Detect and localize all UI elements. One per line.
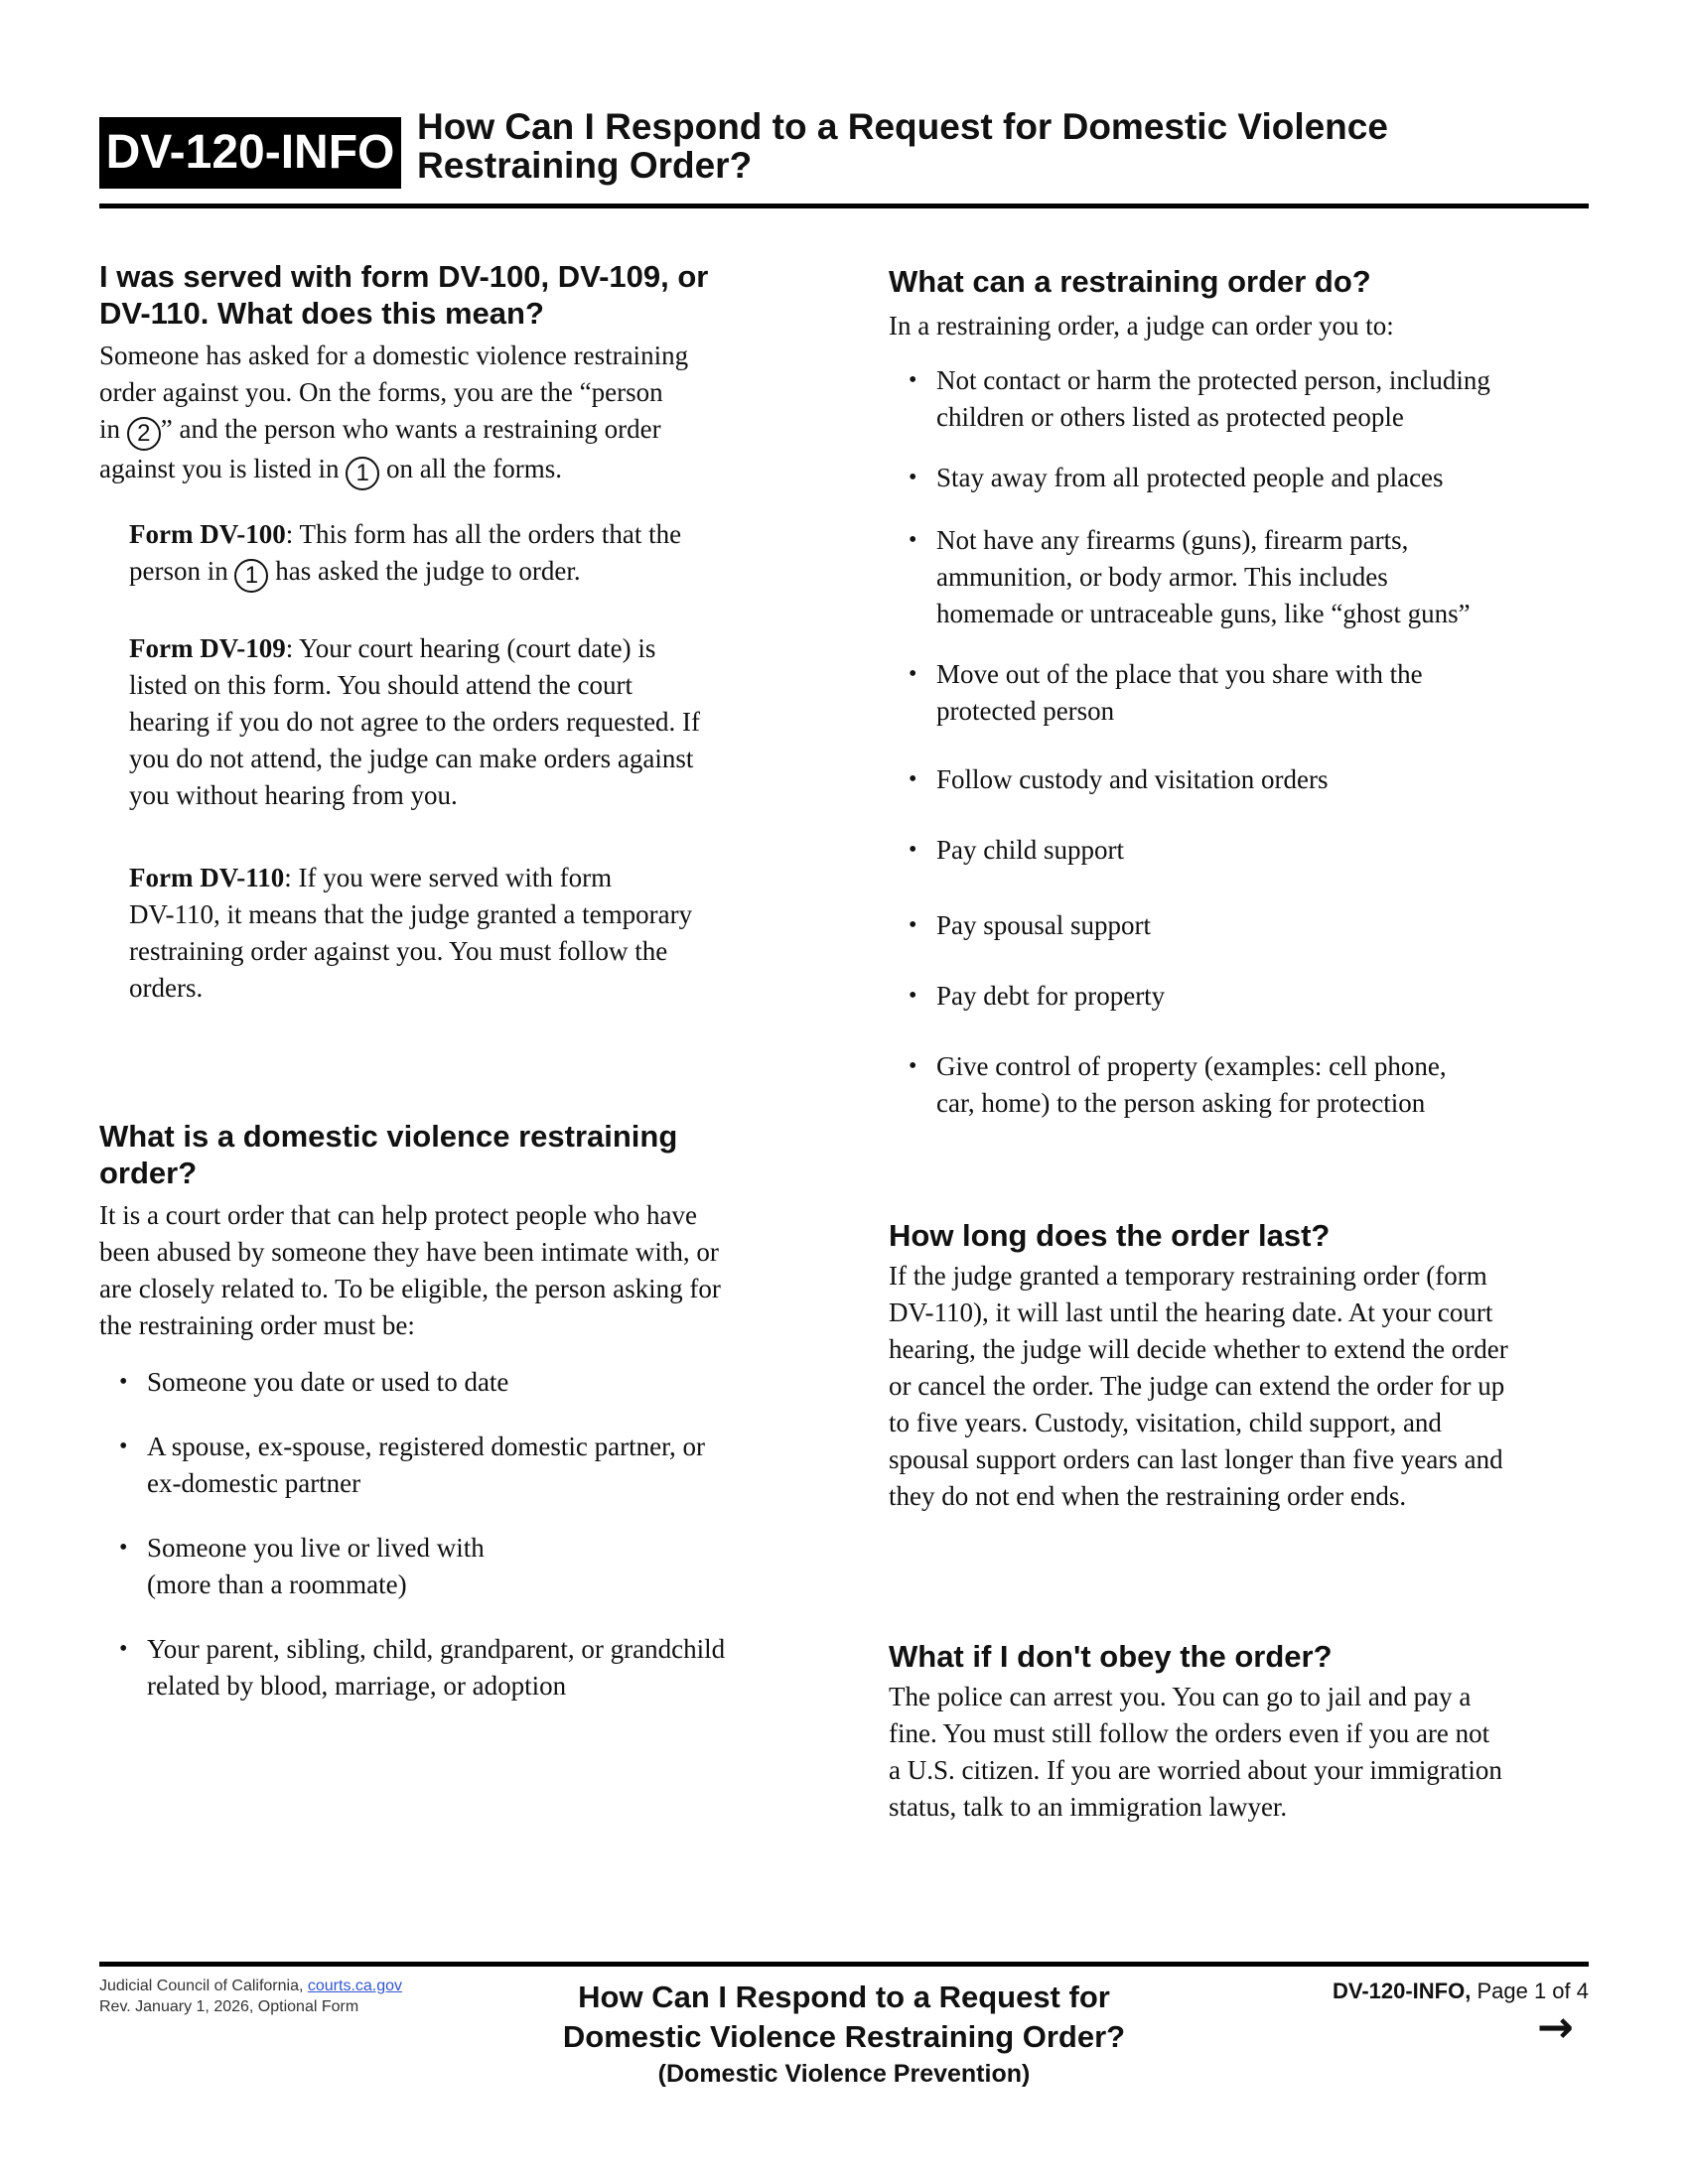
form-title-line: How Can I Respond to a Request for Domestic Violence bbox=[417, 106, 1388, 147]
eligibility-list bbox=[99, 1364, 834, 1705]
list-item bbox=[889, 656, 1604, 730]
bullet-icon: • bbox=[909, 837, 917, 863]
bullet-icon: • bbox=[909, 766, 917, 792]
section-paragraph bbox=[889, 1258, 1604, 1515]
list-item bbox=[889, 522, 1604, 632]
list-item bbox=[889, 460, 1604, 496]
text-line: (more than a roommate) bbox=[147, 1570, 407, 1599]
section-heading bbox=[99, 1118, 834, 1191]
revision-date: Rev. January 1, 2026, Optional Form bbox=[99, 1998, 359, 2015]
page-indicator bbox=[1231, 1978, 1589, 2005]
text-line: If the judge granted a temporary restraining order (form bbox=[889, 1261, 1487, 1291]
right-column bbox=[889, 263, 1604, 1826]
section-heading: What can a restraining order do? bbox=[889, 264, 1371, 299]
text-line: DV-110, it means that the judge granted a temporary bbox=[129, 899, 693, 929]
footer-subtitle: (Domestic Violence Prevention) bbox=[657, 2060, 1031, 2088]
text-line: Follow custody and visitation orders bbox=[936, 764, 1329, 794]
footer-title bbox=[496, 1978, 1192, 2057]
text-line: hearing if you do not agree to the orders requested. If bbox=[129, 707, 701, 737]
text-line: you without hearing from you. bbox=[129, 780, 458, 810]
form-dv110-note bbox=[99, 860, 834, 1007]
text-line: orders. bbox=[129, 973, 204, 1003]
text-line: Pay spousal support bbox=[936, 910, 1151, 940]
footer-title-block bbox=[496, 1978, 1192, 2091]
text-line: : This form has all the orders that the bbox=[285, 519, 682, 549]
list-item bbox=[889, 907, 1604, 944]
council-name: Judicial Council of California, bbox=[99, 1978, 308, 1994]
bullet-icon: • bbox=[119, 1433, 128, 1459]
text-line: a U.S. citizen. If you are worried about your immigration bbox=[889, 1755, 1502, 1785]
text-line: fine. You must still follow the orders even if you are not bbox=[889, 1718, 1490, 1748]
bullet-icon: • bbox=[909, 912, 917, 938]
text-line: DV-110), it will last until the hearing date. At your court bbox=[889, 1297, 1493, 1327]
text-line: person in bbox=[129, 556, 235, 586]
text-line: : Your court hearing (court date) is bbox=[285, 633, 656, 663]
text-line: Pay debt for property bbox=[936, 981, 1166, 1011]
text-line: homemade or untraceable guns, like “ghost guns” bbox=[936, 599, 1471, 628]
text-line: The police can arrest you. You can go to jail and pay a bbox=[889, 1682, 1472, 1711]
list-item bbox=[99, 1429, 834, 1502]
section-heading: What if I don't obey the order? bbox=[889, 1639, 1333, 1674]
section-what-is-order bbox=[99, 1118, 834, 1705]
text-line: children or others listed as protected people bbox=[936, 402, 1404, 432]
page-number: Page 1 of 4 bbox=[1471, 1979, 1589, 2003]
courts-link[interactable]: courts.ca.gov bbox=[307, 1978, 403, 1994]
section-how-long bbox=[889, 1217, 1604, 1515]
text-line: protected person bbox=[936, 696, 1115, 726]
text-line: you do not attend, the judge can make orders against bbox=[129, 744, 694, 773]
text-line: It is a court order that can help protect people who have bbox=[99, 1200, 698, 1230]
list-item bbox=[99, 1530, 834, 1603]
list-item bbox=[889, 978, 1604, 1015]
bullet-icon: • bbox=[909, 983, 917, 1009]
header-rule bbox=[99, 204, 1589, 208]
text-line: Not have any firearms (guns), firearm parts, bbox=[936, 525, 1409, 555]
footer-rule bbox=[99, 1962, 1589, 1967]
bullet-icon: • bbox=[119, 1535, 128, 1561]
circled-number-icon: 1 bbox=[234, 559, 268, 593]
form-label: Form DV-110 bbox=[129, 863, 285, 892]
next-page-arrow-icon[interactable]: → bbox=[1537, 2002, 1574, 2053]
text-line: listed on this form. You should attend the court bbox=[129, 670, 633, 700]
list-item bbox=[889, 761, 1604, 798]
text-line: or cancel the order. The judge can extend the order for up bbox=[889, 1371, 1505, 1401]
bullet-icon: • bbox=[909, 367, 917, 393]
section-paragraph bbox=[99, 1197, 834, 1344]
form-dv100-note bbox=[99, 516, 834, 593]
text-line: Someone has asked for a domestic violence restraining bbox=[99, 341, 689, 370]
text-line: : If you were served with form bbox=[284, 863, 613, 892]
section-heading: How long does the order last? bbox=[889, 1218, 1331, 1253]
text-line: Your parent, sibling, child, grandparent, or grandchild bbox=[147, 1634, 726, 1664]
text-line: ex-domestic partner bbox=[147, 1468, 361, 1498]
text-line: A spouse, ex-spouse, registered domestic partner, or bbox=[147, 1432, 706, 1461]
text-line: Someone you date or used to date bbox=[147, 1367, 509, 1397]
text-line: order against you. On the forms, you are the “person bbox=[99, 377, 663, 407]
form-dv109-note bbox=[99, 630, 834, 814]
text-line: they do not end when the restraining order ends. bbox=[889, 1481, 1407, 1511]
text-line: status, talk to an immigration lawyer. bbox=[889, 1792, 1288, 1822]
section-heading bbox=[99, 258, 834, 332]
text-line: ” and the person who wants a restraining order bbox=[160, 414, 661, 444]
text-line: on all the forms. bbox=[379, 454, 562, 483]
bullet-icon: • bbox=[909, 661, 917, 687]
order-list bbox=[889, 362, 1604, 1122]
text-line: the restraining order must be: bbox=[99, 1310, 415, 1340]
list-item bbox=[99, 1364, 834, 1401]
text-line: ammunition, or body armor. This includes bbox=[936, 562, 1388, 592]
text-line: spousal support orders can last longer than five years and bbox=[889, 1444, 1503, 1474]
list-item bbox=[889, 1048, 1604, 1122]
text-line: Give control of property (examples: cell phone, bbox=[936, 1051, 1447, 1081]
section-served bbox=[99, 258, 834, 1007]
form-title bbox=[417, 107, 1589, 185]
bullet-icon: • bbox=[909, 1053, 917, 1079]
text-line: has asked the judge to order. bbox=[268, 556, 581, 586]
footer-title-line: How Can I Respond to a Request for bbox=[578, 1979, 1110, 2014]
heading-line: What is a domestic violence restraining bbox=[99, 1119, 678, 1154]
bullet-icon: • bbox=[119, 1369, 128, 1395]
form-label: Form DV-109 bbox=[129, 633, 286, 663]
circled-number-icon: 1 bbox=[346, 457, 379, 490]
form-title-line: Restraining Order? bbox=[417, 145, 753, 186]
heading-line: order? bbox=[99, 1156, 198, 1190]
list-item bbox=[889, 362, 1604, 436]
text-line: to five years. Custody, visitation, child support, and bbox=[889, 1408, 1442, 1437]
form-label: Form DV-100 bbox=[129, 519, 286, 549]
text-line: Stay away from all protected people and places bbox=[936, 463, 1444, 492]
text-line: related by blood, marriage, or adoption bbox=[147, 1671, 567, 1701]
text-line: in bbox=[99, 414, 127, 444]
bullet-icon: • bbox=[119, 1636, 128, 1662]
bullet-icon: • bbox=[909, 527, 917, 553]
list-item bbox=[889, 832, 1604, 869]
section-paragraph bbox=[889, 1679, 1604, 1826]
left-column bbox=[99, 258, 834, 1705]
text-line: restraining order against you. You must follow the bbox=[129, 936, 668, 966]
section-intro: In a restraining order, a judge can order you to: bbox=[889, 311, 1394, 341]
list-item bbox=[99, 1631, 834, 1705]
text-line: Not contact or harm the protected person, including bbox=[936, 365, 1490, 395]
heading-line: I was served with form DV-100, DV-109, or bbox=[99, 259, 709, 294]
text-line: are closely related to. To be eligible, the person asking for bbox=[99, 1274, 721, 1303]
circled-number-icon: 2 bbox=[127, 417, 161, 451]
heading-line: DV-110. What does this mean? bbox=[99, 296, 544, 331]
text-line: car, home) to the person asking for protection bbox=[936, 1088, 1426, 1118]
bullet-icon: • bbox=[909, 465, 917, 490]
form-id-badge: DV-120-INFO bbox=[99, 117, 401, 189]
text-line: Move out of the place that you share with the bbox=[936, 659, 1423, 689]
text-line: been abused by someone they have been intimate with, or bbox=[99, 1237, 719, 1267]
section-what-can-order-do bbox=[889, 263, 1604, 1122]
footer-title-line: Domestic Violence Restraining Order? bbox=[562, 2019, 1126, 2054]
section-disobey bbox=[889, 1638, 1604, 1826]
text-line: Pay child support bbox=[936, 835, 1124, 865]
text-line: hearing, the judge will decide whether to extend the order bbox=[889, 1334, 1508, 1364]
footer-council bbox=[99, 1976, 496, 2017]
section-paragraph bbox=[99, 338, 834, 490]
text-line: against you is listed in bbox=[99, 454, 347, 483]
page-form-id: DV-120-INFO, bbox=[1332, 1979, 1472, 2003]
text-line: Someone you live or lived with bbox=[147, 1533, 485, 1563]
